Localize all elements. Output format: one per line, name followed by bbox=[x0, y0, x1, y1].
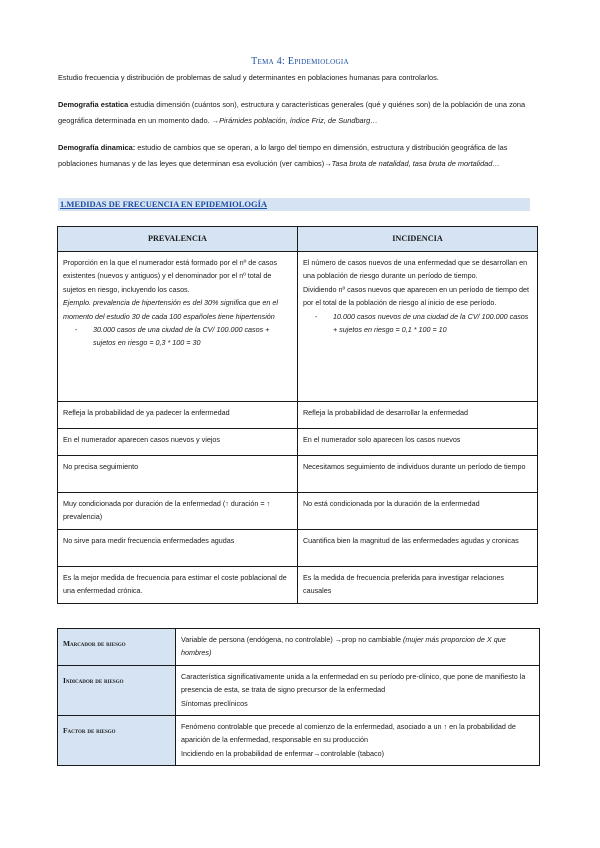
table-row bbox=[58, 429, 538, 456]
table-row bbox=[58, 567, 538, 604]
page-title: Tema 4: Epidemiologia bbox=[251, 56, 349, 67]
table-row bbox=[58, 252, 538, 402]
marcador-definition bbox=[176, 629, 540, 666]
incidencia-definition-cell bbox=[297, 252, 537, 402]
prevalencia-calculation bbox=[63, 323, 292, 350]
table-row bbox=[58, 665, 540, 715]
indicador-definition bbox=[176, 665, 540, 715]
demografia-dinamica-term: Demografía dinamica: bbox=[58, 143, 136, 152]
header-incidencia: INCIDENCIA bbox=[297, 227, 537, 252]
demografia-estatica-examples: Pirámides población, índice Friz, de Sundbarg… bbox=[219, 115, 378, 125]
incidencia-cell: No está condicionada por la duración de la enfermedad bbox=[297, 493, 537, 530]
incidencia-definition-2: Dividiendo nº casos nuevos que aparecen en un período de tiempo det por el total de la población de riesgo al inicio de ese período. bbox=[302, 284, 529, 308]
frequency-measures-table bbox=[57, 226, 538, 604]
factor-text-2: Incidiendo en la probabilidad de enfermar→controlable (tabaco) bbox=[181, 748, 384, 758]
prevalencia-cell: No precisa seguimiento bbox=[58, 456, 298, 493]
prevalencia-definition: Proporción en la que el numerador está formado por el nº de casos existentes (nuevos y antiguos) y el denominador por el nº total de sujetos en riesgo, incluyendo los casos. bbox=[63, 258, 277, 294]
demografia-dinamica-examples: Tasa bruta de natalidad, tasa bruta de mortalidad… bbox=[331, 158, 500, 168]
indicador-text: Característica significativamente unida a la enfermedad en su período pre-clínico, que pone de manifiesto la presencia de esta, se trata de signo precursor de la enfermedad bbox=[181, 671, 526, 695]
incidencia-cell: Necesitamos seguimiento de individuos durante un período de tiempo bbox=[297, 456, 537, 493]
section-heading-text: 1.MEDIDAS DE FRECUENCIA EN EPIDEMIOLOGÍA bbox=[60, 199, 268, 209]
prevalencia-cell: Muy condicionada por duración de la enfermedad (↑ duración = ↑ prevalencia) bbox=[58, 493, 298, 530]
demografia-estatica-paragraph bbox=[58, 97, 536, 128]
prevalencia-cell: Refleja la probabilidad de ya padecer la enfermedad bbox=[58, 402, 298, 429]
marcador-text: Variable de persona (endógena, no controlable) →prop no cambiable bbox=[181, 635, 404, 644]
prevalencia-calculation-text: 30.000 casos de una ciudad de la CV/ 100.000 casos + sujetos en riesgo = 0,3 * 100 = 30 bbox=[93, 325, 270, 348]
header-prevalencia: PREVALENCIA bbox=[58, 227, 298, 252]
prevalencia-cell: No sirve para medir frecuencia enfermedades agudas bbox=[58, 530, 298, 567]
prevalencia-example: Ejemplo. prevalencia de hipertensión es del 30% significa que en el momento del estudio 30 de cada 100 españoles tiene hipertensión bbox=[63, 298, 278, 321]
table-row bbox=[58, 402, 538, 429]
factor-label: Factor de riesgo bbox=[58, 716, 176, 766]
incidencia-cell: Cuantifica bien la magnitud de las enfermedades agudas y cronicas bbox=[297, 530, 537, 567]
marcador-label: Marcador de riesgo bbox=[58, 629, 176, 666]
indicador-text-2: Síntomas preclínicos bbox=[181, 698, 248, 708]
factor-text: Fenómeno controlable que precede al comienzo de la enfermedad, asociado a un ↑ en la probabilidad de aparición de la enfermedad, responsable en su producción bbox=[181, 722, 516, 745]
demografia-dinamica-text: estudio de cambios que se operan, a lo largo del tiempo en dimensión, estructura y distribución geográfica de las poblaciones humanas y de las leyes que determinan esa evolución (ver cambios)→ bbox=[58, 143, 508, 168]
prevalencia-cell: Es la mejor medida de frecuencia para estimar el coste poblacional de una enfermedad crónica. bbox=[58, 567, 298, 604]
table-row bbox=[58, 493, 538, 530]
bullet-dash: - bbox=[75, 325, 78, 335]
demografia-estatica-term: Demografia estatica bbox=[58, 100, 129, 109]
incidencia-cell: En el numerador solo aparecen los casos nuevos bbox=[297, 429, 537, 456]
indicador-label: Indicador de riesgo bbox=[58, 665, 176, 715]
bullet-dash: - bbox=[314, 311, 318, 321]
marcador-example: (mujer más proporcion de X que hombres) bbox=[181, 635, 506, 658]
incidencia-cell: Es la medida de frecuencia preferida para investigar relaciones causales bbox=[297, 567, 537, 604]
risk-terms-table bbox=[57, 628, 540, 766]
prevalencia-cell: En el numerador aparecen casos nuevos y viejos bbox=[58, 429, 298, 456]
table-row bbox=[58, 629, 540, 666]
intro-paragraph: Estudio frecuencia y distribución de problemas de salud y determinantes en poblaciones humanas para controlarlos. bbox=[58, 73, 439, 82]
incidencia-calculation bbox=[303, 310, 532, 337]
table-row bbox=[58, 716, 540, 766]
incidencia-definition: El número de casos nuevos de una enfermedad que se desarrollan en una población de riesgo durante un período de tiempo. bbox=[302, 258, 528, 281]
prevalencia-definition-cell bbox=[58, 252, 298, 402]
demografia-dinamica-paragraph bbox=[58, 140, 536, 171]
factor-definition bbox=[176, 716, 540, 766]
incidencia-calculation-text: 10.000 casos nuevos de una ciudad de la CV/ 100.000 casos + sujetos en riesgo = 0,1 * 100 = 10 bbox=[332, 311, 529, 335]
table-header-row bbox=[58, 227, 538, 252]
table-row bbox=[58, 456, 538, 493]
incidencia-cell: Refleja la probabilidad de desarrollar la enfermedad bbox=[297, 402, 537, 429]
table-row bbox=[58, 530, 538, 567]
demografia-estatica-text: estudia dimensión (cuántos son), estructura y características generales (qué y quiénes son) de la población de una zona geográfica determinada en un momento dado. → bbox=[58, 100, 526, 125]
section-heading bbox=[58, 198, 530, 211]
